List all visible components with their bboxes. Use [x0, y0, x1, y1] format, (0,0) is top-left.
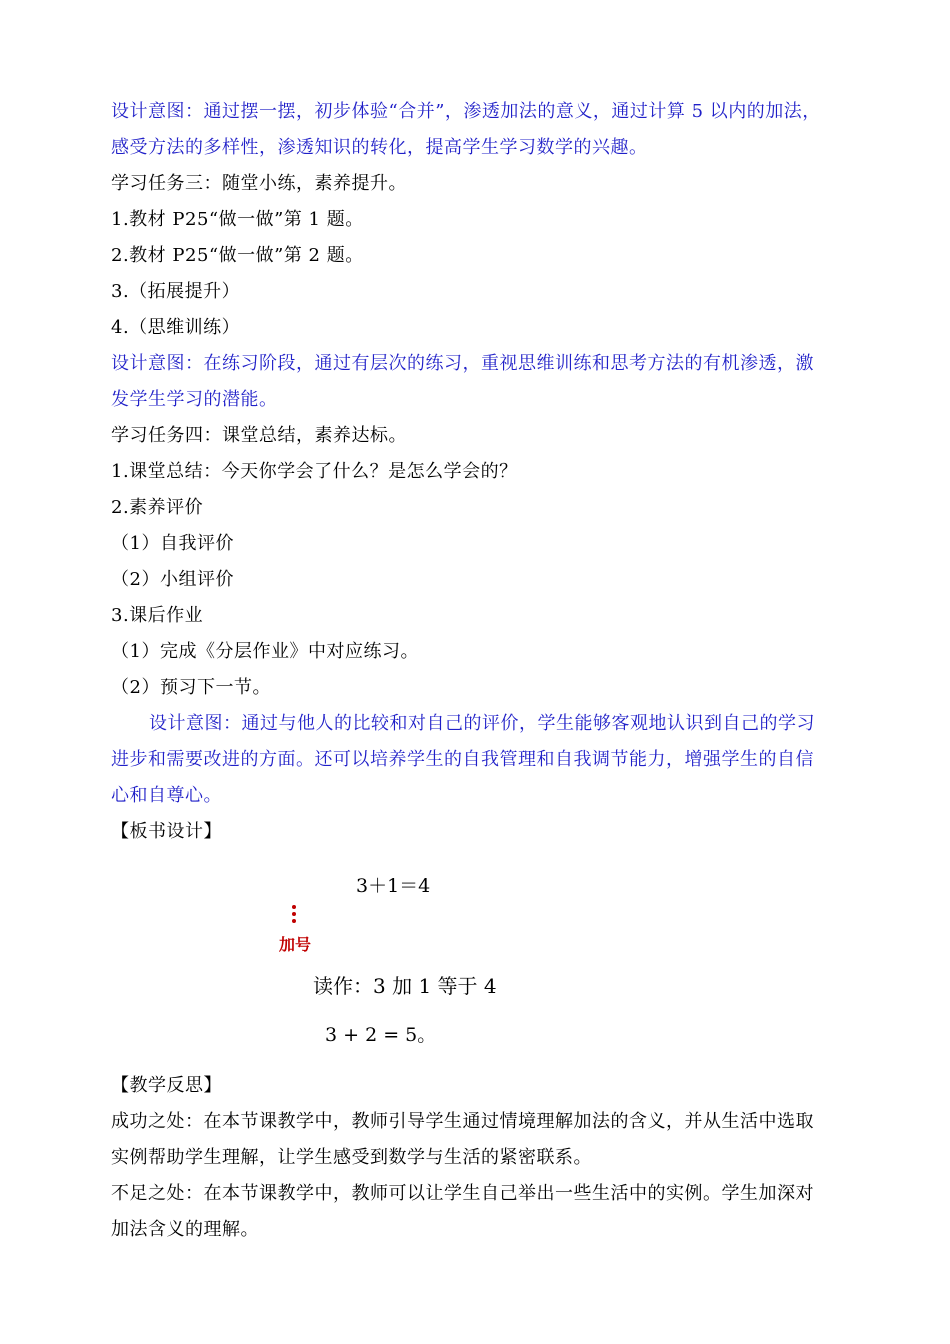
design-intent-1-line-1: 设计意图：通过摆一摆，初步体验“合并”，渗透加法的意义，通过计算 5 以内的加法， — [111, 101, 821, 122]
task-4-item-2: 2.素养评价 — [111, 497, 204, 518]
task-3-item-2: 2.教材 P25“做一做”第 2 题。 — [111, 245, 364, 266]
homework-1: （1）完成《分层作业》中对应练习。 — [111, 641, 419, 662]
task-3-item-4: 4.（思维训练） — [111, 317, 241, 338]
homework-2: （2）预习下一节。 — [111, 677, 271, 698]
reflection-shortcoming-line-2: 加法含义的理解。 — [111, 1219, 259, 1240]
design-intent-3-line-3: 心和自尊心。 — [111, 785, 222, 806]
board-equation-2: 3 + 2 = 5。 — [325, 1024, 437, 1046]
task-3-item-1: 1.教材 P25“做一做”第 1 题。 — [111, 209, 364, 230]
design-intent-1-line-2: 感受方法的多样性，渗透知识的转化，提高学生学习数学的兴趣。 — [111, 137, 648, 158]
design-intent-3-line-2: 进步和需要改进的方面。还可以培养学生的自我管理和自我调节能力，增强学生的自信 — [111, 749, 814, 770]
task-4-heading: 学习任务四：课堂总结，素养达标。 — [111, 425, 407, 446]
board-equation-1: 3＋1＝4 — [356, 875, 431, 897]
design-intent-3-line-1: 设计意图：通过与他人的比较和对自己的评价，学生能够客观地认识到自己的学习 — [149, 713, 815, 734]
design-intent-2-line-1: 设计意图：在练习阶段，通过有层次的练习，重视思维训练和思考方法的有机渗透，激 — [111, 353, 814, 374]
evaluation-group: （2）小组评价 — [111, 569, 234, 590]
task-3-item-3: 3.（拓展提升） — [111, 281, 241, 302]
design-intent-2-line-2: 发学生学习的潜能。 — [111, 389, 278, 410]
evaluation-self: （1）自我评价 — [111, 533, 234, 554]
task-3-heading: 学习任务三：随堂小练，素养提升。 — [111, 173, 407, 194]
plus-sign-annotation: 加号 — [279, 935, 312, 954]
reflection-shortcoming-line-1: 不足之处：在本节课教学中，教师可以让学生自己举出一些生活中的实例。学生加深对 — [111, 1183, 814, 1204]
dotted-pointer-icon — [291, 905, 297, 926]
reflection-success-line-2: 实例帮助学生理解，让学生感受到数学与生活的紧密联系。 — [111, 1147, 592, 1168]
board-read-as: 读作：3 加 1 等于 4 — [313, 974, 497, 998]
task-4-item-1: 1.课堂总结：今天你学会了什么？是怎么学会的？ — [111, 461, 518, 482]
reflection-success-line-1: 成功之处：在本节课教学中，教师引导学生通过情境理解加法的含义，并从生活中选取 — [111, 1111, 814, 1132]
board-design-heading: 【板书设计】 — [111, 821, 222, 842]
task-4-item-3: 3.课后作业 — [111, 605, 204, 626]
reflection-heading: 【教学反思】 — [111, 1075, 222, 1096]
